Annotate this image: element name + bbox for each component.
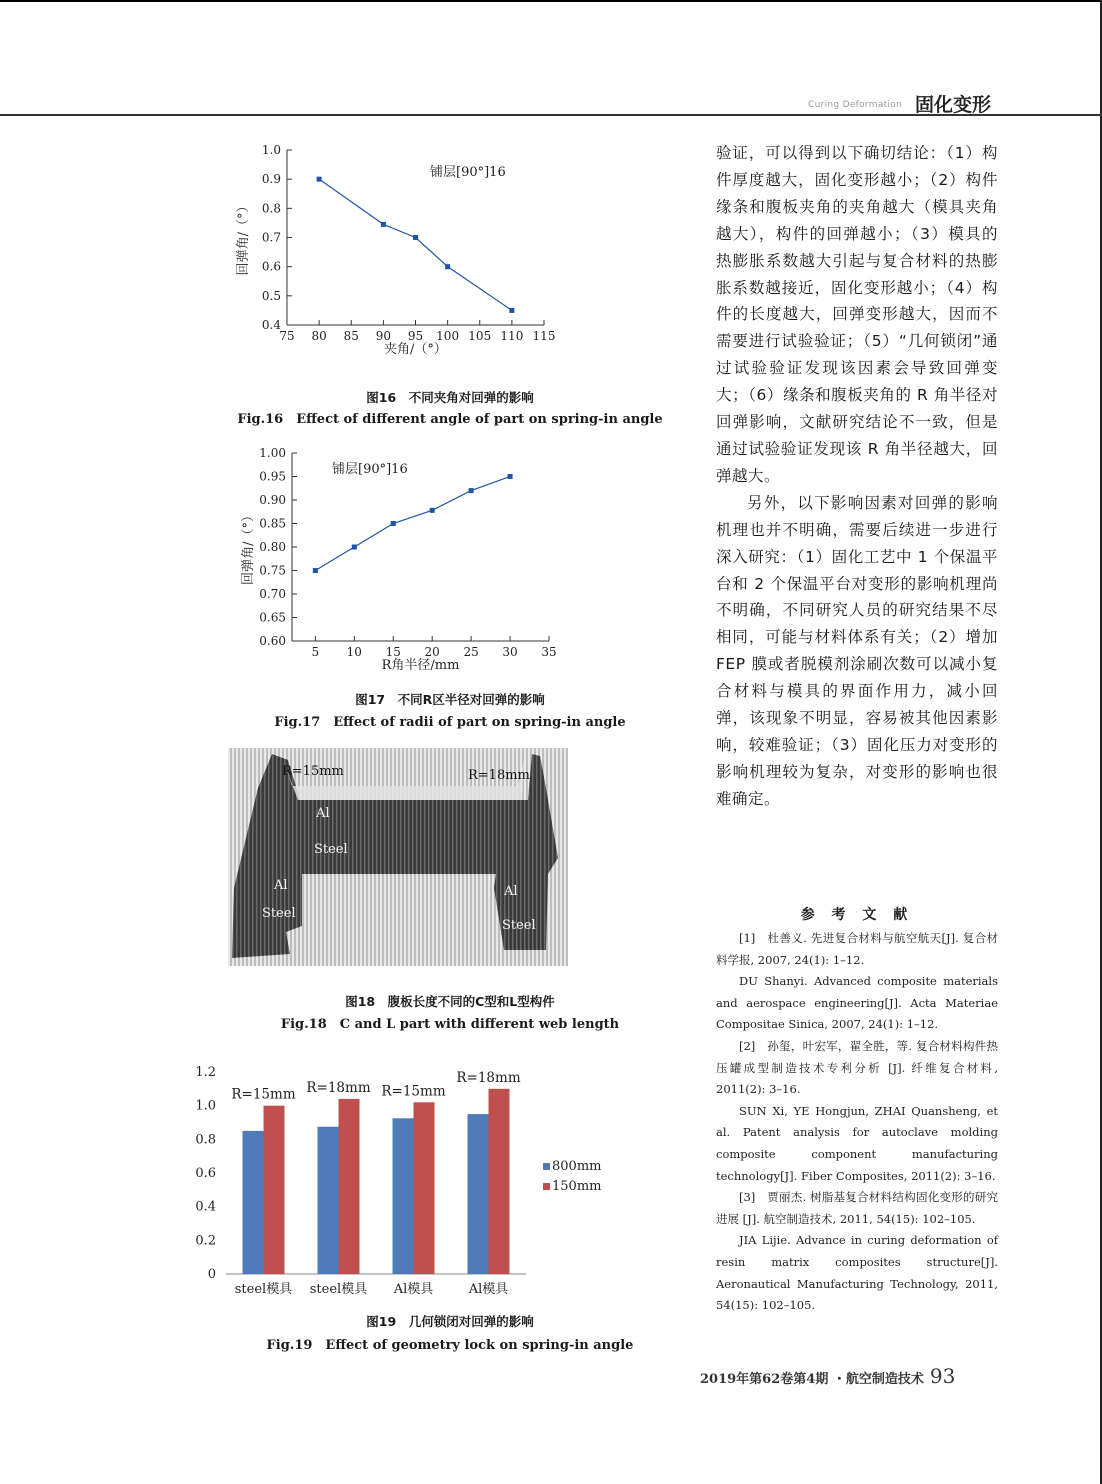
references-title: 参 考 文 献 [800, 907, 914, 923]
label-al-left: Al [274, 878, 288, 893]
page-footer [700, 1364, 955, 1388]
body-paragraph-2: 另外，以下影响因素对回弹的影响机理也并不明确，需要后续进一步进行深入研究：（1）固化工艺中 1 个保温平台和 2 个保温平台对变形的影响机理尚不明确，不同研究人员的研究结果不尽相同，可能与材料体系有关；（2）增加 FEP 膜或者脱模剂涂刷次数可以减小复合材料与模具的界面作用力，减小回弹，该现象不明显，容易被其他因素影响，较难验证；（3）固化压力对变形的影响机理较为复杂，对变形的影响也很难确定。 [716, 493, 998, 808]
data-point [430, 508, 435, 513]
header-section-zh: 固化变形 [915, 94, 992, 116]
data-point [509, 308, 514, 313]
page-number: 93 [929, 1364, 956, 1388]
data-point [508, 474, 513, 479]
label-al-right: Al [504, 884, 518, 899]
y-tick-label: 0.9 [261, 172, 281, 187]
y-tick-label: 0.6 [261, 259, 281, 274]
series-line [319, 179, 512, 310]
y-tick-label: 0.95 [259, 469, 286, 484]
radius-annotation: R=18mm [306, 1079, 371, 1096]
bar-150mm [339, 1099, 360, 1274]
x-tick-label: 10 [346, 645, 362, 659]
footer-issue: 2019年第62卷第4期 ・航空制造技术 [700, 1372, 924, 1387]
y-tick-label: 0.5 [261, 288, 281, 303]
data-point [413, 235, 418, 240]
y-tick-label: 0.7 [261, 230, 281, 245]
y-axis-label: 回弹角/（°） [236, 199, 251, 276]
category-label: Al模具 [393, 1282, 434, 1297]
reference-item: DU Shanyi. Advanced composite materials and aerospace engineering[J]. Acta Materiae Compositae Sinica, 2007, 24(1): 1–12. [716, 974, 998, 1032]
x-tick-label: 100 [436, 329, 460, 343]
data-point [469, 488, 474, 493]
fig17-line-chart [230, 443, 570, 683]
x-tick-label: 110 [500, 329, 524, 343]
x-tick-label: 25 [463, 645, 479, 659]
x-tick-label: 85 [343, 329, 359, 343]
y-tick-label: 0.90 [259, 493, 286, 507]
x-axis-label: 夹角/（°） [384, 342, 447, 357]
bar-150mm [264, 1106, 285, 1274]
label-al-top: Al [316, 806, 330, 821]
data-point [445, 264, 450, 269]
bar-800mm [243, 1131, 264, 1274]
fig18-caption-en: Fig.18 C and L part with different web length [280, 1017, 620, 1032]
x-tick-label: 115 [532, 329, 556, 343]
layup-annotation: 铺层[90°]16 [430, 165, 506, 180]
reference-item: SUN Xi, YE Hongjun, ZHAI Quansheng, et al. Patent analysis for autoclave molding composite component manufacturing technology[J]. Fiber Composites, 2011(2): 3–16. [716, 1103, 998, 1183]
references-list [716, 928, 998, 1317]
x-tick-label: 80 [311, 329, 327, 343]
x-tick-label: 90 [375, 329, 392, 343]
legend-label: 150mm [552, 1179, 602, 1194]
x-axis-label: R角半径/mm [381, 658, 460, 673]
x-tick-label: 30 [502, 645, 518, 659]
y-tick-label: 1.0 [195, 1098, 216, 1114]
bar-800mm [393, 1118, 414, 1274]
x-tick-label: 35 [541, 645, 557, 659]
x-tick-label: 105 [468, 329, 492, 343]
y-tick-label: 0.6 [195, 1166, 216, 1181]
y-tick-label: 1.2 [195, 1065, 216, 1080]
y-tick-label: 0.8 [195, 1132, 216, 1148]
x-tick-label: 5 [311, 645, 320, 659]
fig16-line-chart [230, 140, 570, 380]
fig17-caption-zh: 图17 不同R区半径对回弹的影响 [355, 692, 545, 707]
label-steel-left: Steel [262, 906, 296, 921]
y-tick-label: 1.00 [259, 446, 286, 460]
fig19-bar-chart [190, 1060, 630, 1310]
top-border [0, 0, 1102, 2]
radius-annotation: R=15mm [231, 1086, 296, 1103]
radius-annotation: R=18mm [456, 1069, 521, 1086]
category-label: Al模具 [468, 1282, 509, 1297]
layup-annotation: 铺层[90°]16 [332, 462, 408, 477]
y-tick-label: 1.0 [261, 143, 281, 157]
y-axis-label: 回弹角/（°） [241, 509, 256, 585]
fig18-photo [228, 748, 568, 966]
fig16-caption-en: Fig.16 Effect of different angle of part on spring-in angle [237, 412, 663, 427]
y-tick-label: 0.85 [259, 516, 286, 531]
legend-swatch [543, 1163, 550, 1170]
reference-item: [1] 杜善义. 先进复合材料与航空航天[J]. 复合材料学报, 2007, 24(1): 1–12. [716, 931, 998, 967]
series-line [315, 477, 510, 571]
bar-150mm [489, 1089, 510, 1274]
reference-item: [2] 孙玺，叶宏军，翟全胜，等. 复合材料构件热压罐成型制造技术专利分析 [J]. 纤维复合材料, 2011(2): 3–16. [716, 1038, 998, 1097]
legend-swatch [543, 1183, 550, 1190]
header-section-en: Curing Deformation [808, 100, 903, 110]
y-tick-label: 0.65 [259, 610, 286, 625]
fig16-caption-zh: 图16 不同夹角对回弹的影响 [366, 390, 534, 405]
data-point [352, 545, 357, 550]
y-tick-label: 0.60 [259, 634, 286, 648]
y-tick-label: 0.4 [195, 1199, 216, 1215]
label-r18: R=18mm [468, 768, 530, 783]
legend-label: 800mm [552, 1159, 602, 1174]
x-tick-label: 75 [279, 329, 295, 343]
x-tick-label: 15 [385, 645, 401, 659]
x-tick-label: 95 [407, 329, 424, 343]
body-text [716, 140, 998, 813]
radius-annotation: R=15mm [381, 1083, 446, 1100]
fig19-caption-zh: 图19 几何锁闭对回弹的影响 [366, 1314, 534, 1329]
body-paragraph-1: 验证，可以得到以下确切结论：（1）构件厚度越大，固化变形越小；（2）构件缘条和腹板夹角的夹角越大（模具夹角越大），构件的回弹越小；（3）模具的热膨胀系数越大引起与复合材料的热膨胀系数越接近，固化变形越小；（4）构件的长度越大，回弹变形越大，因而不需要进行试验验证；（5）“几何锁闭”通过试验验证发现该因素会导致回弹变大；（6）缘条和腹板夹角的 R 角半径对回弹影响，文献研究结论不一致，但是通过试验验证发现该 R 角半径越大，回弹越大。 [716, 144, 998, 485]
label-r15: R=15mm [282, 764, 344, 779]
bar-150mm [414, 1102, 435, 1274]
category-label: steel模具 [234, 1282, 293, 1297]
category-label: steel模具 [309, 1282, 368, 1297]
reference-item: [3] 贾丽杰. 树脂基复合材料结构固化变形的研究进展 [J]. 航空制造技术, 2011, 54(15): 102–105. [716, 1190, 998, 1226]
y-tick-label: 0.70 [259, 587, 286, 601]
label-steel-right: Steel [502, 918, 536, 933]
x-tick-label: 20 [424, 645, 440, 659]
y-tick-label: 0.8 [261, 201, 281, 216]
reference-item: JIA Lijie. Advance in curing deformation of resin matrix composites structure[J]. Aeronautical Manufacturing Technology, 2011, 54(15): 102–105. [716, 1233, 998, 1313]
y-tick-label: 0 [207, 1267, 216, 1282]
y-tick-label: 0.80 [259, 540, 286, 554]
bar-800mm [468, 1114, 489, 1274]
bar-800mm [318, 1127, 339, 1274]
data-point [317, 177, 322, 182]
fig18-caption-zh: 图18 腹板长度不同的C型和L型构件 [345, 994, 555, 1009]
y-tick-label: 0.4 [261, 318, 281, 332]
data-point [381, 222, 386, 227]
fig19-caption-en: Fig.19 Effect of geometry lock on spring-in angle [266, 1338, 634, 1353]
y-tick-label: 0.2 [195, 1233, 216, 1249]
label-steel-top: Steel [314, 842, 348, 857]
fig17-caption-en: Fig.17 Effect of radii of part on spring-in angle [274, 715, 626, 730]
data-point [391, 521, 396, 526]
data-point [313, 568, 318, 573]
y-tick-label: 0.75 [259, 563, 286, 578]
